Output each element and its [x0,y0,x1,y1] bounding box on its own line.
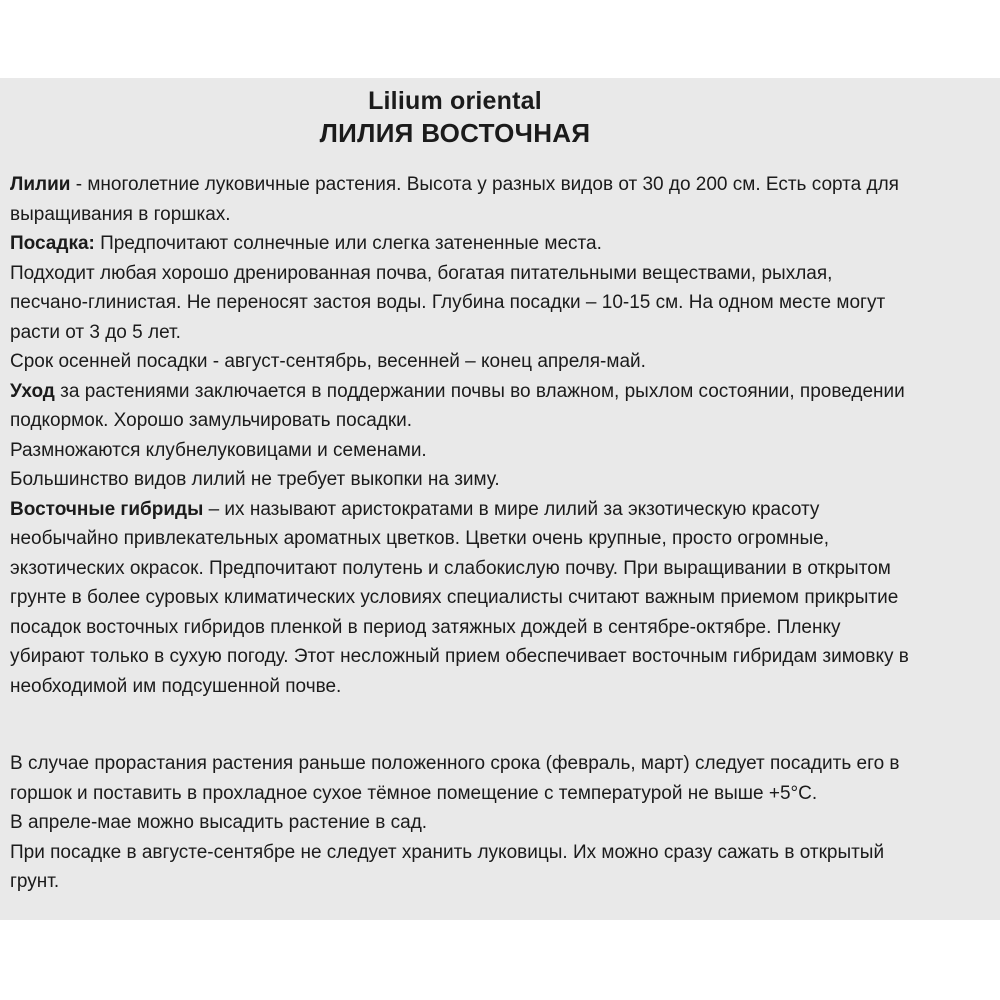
line-text: экзотических окрасок. Предпочитают полутень и слабокислую почву. При выращивании в открытом [10,557,891,579]
text-line [10,406,995,436]
latin-title: Lilium oriental [368,87,542,115]
text-line [10,554,995,584]
line-text: грунт. [10,871,60,892]
text-line [10,838,995,868]
line-text: горшок и поставить в прохладное сухое тёмное помещение с температурой не выше +5°С. [10,782,818,804]
text-line [10,229,995,259]
line-text: за растениями заключается в поддержании почвы во влажном, рыхлом состоянии, проведении [54,380,905,402]
seed-packet-label [0,78,1000,920]
text-line [10,808,995,838]
text-line [10,642,995,672]
text-line [10,347,995,377]
line-text: необычайно привлекательных ароматных цветков. Цветки очень крупные, просто огромные, [10,528,830,549]
line-text: расти от 3 до 5 лет. [10,321,181,343]
text-line [10,495,995,525]
line-text: посадок восточных гибридов пленкой в период затяжных дождей в сентябре-октябре. Пленку [10,616,841,638]
line-text: При посадке в августе-сентябре не следует хранить луковицы. Их можно сразу сажать в открытый [10,841,885,863]
line-text: необходимой им подсушенной почве. [10,675,342,697]
text-line [10,170,995,200]
line-text: Предпочитают солнечные или слегка затененные места. [94,233,602,254]
line-text: – их называют аристократами в мире лилий за экзотическую красоту [203,498,820,520]
text-line [10,259,995,289]
line-text: Срок осенней посадки - август-сентябрь, весенней – конец апреля-май. [10,351,646,372]
text-line [10,749,995,779]
line-text: выращивания в горшках. [10,203,231,225]
text-line [10,318,995,348]
text-line [10,524,995,554]
bold-term: Восточные гибриды [10,498,204,520]
paragraph-spacer [10,701,995,749]
text-line [10,779,995,809]
text-line [10,288,995,318]
text-line [10,867,995,897]
line-text: песчано-глинистая. Не переносят застоя воды. Глубина посадки – 10-15 см. На одном месте могут [10,292,886,313]
russian-title: ЛИЛИЯ ВОСТОЧНАЯ [319,118,591,148]
text-line [10,436,995,466]
line-text: Большинство видов лилий не требует выкопки на зиму. [10,469,500,490]
bold-term: Посадка: [10,233,95,254]
line-text: грунте в более суровых климатических условиях специалисты считают важным приемом прикрытие [10,587,899,608]
text-line [10,377,995,407]
line-text: убирают только в сухую погоду. Этот несложный прием обеспечивает восточным гибридам зимовку в [10,646,909,667]
line-text: подкормок. Хорошо замульчировать посадки. [10,410,413,431]
text-line [10,613,995,643]
text-line [10,465,995,495]
text-line [10,200,995,230]
line-text: В апреле-мае можно высадить растение в сад. [10,812,428,833]
text-line [10,672,995,702]
description-text [10,170,995,897]
line-text: Размножаются клубнелуковицами и семенами. [10,439,427,461]
bold-term: Уход [10,380,55,402]
line-text: В случае прорастания растения раньше положенного срока (февраль, март) следует посадить его в [10,753,900,774]
text-line [10,583,995,613]
line-text: Подходит любая хорошо дренированная почва, богатая питательными веществами, рыхлая, [10,262,833,284]
bold-term: Лилии [10,174,71,195]
line-text: - многолетние луковичные растения. Высота у разных видов от 30 до 200 см. Есть сорта для [70,174,899,195]
